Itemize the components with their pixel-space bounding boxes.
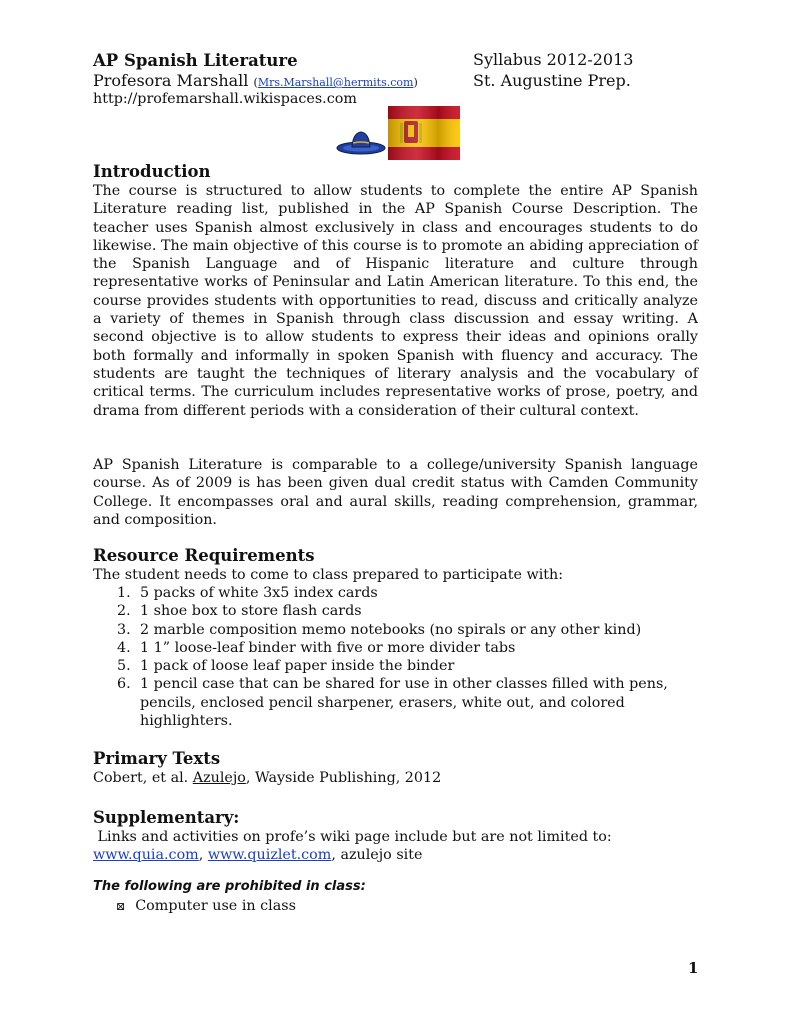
resource-requirements-heading: Resource Requirements <box>93 546 315 565</box>
email-close-paren: ) <box>413 76 418 89</box>
list-number: 5. <box>117 658 131 675</box>
introduction-heading: Introduction <box>93 162 211 181</box>
spain-flag-icon <box>388 106 460 160</box>
introduction-paragraph-1: The course is structured to allow students to complete the entire AP Spanish Literature reading list, published in the AP Spanish Course Description. The teacher uses Spanish almost exclusively in class and encourages students to do likewise. The main objective of this course is to promote an abiding appreciation of the Spanish Language and of Hispanic literature and culture through representative works of Peninsular and Latin American literature. To this end, the course provides students with opportunities to read, discuss and critically analyze a variety of themes in Spanish through class discussion and essay writing. A second objective is to allow students to express their ideas and opinions orally both formally and informally in spoken Spanish with fluency and accuracy. The students are taught the techniques of literary analysis and the vocabulary of critical terms. The curriculum includes representative works of prose, poetry, and drama from different periods with a consideration of their cultural context. <box>93 183 698 419</box>
primary-texts-citation <box>93 769 698 787</box>
supplementary-links <box>93 846 698 864</box>
list-item-text: 2 marble composition memo notebooks (no spirals or any other kind) <box>140 621 642 638</box>
prohibited-item-text: Computer use in class <box>135 898 296 914</box>
list-item-text: 1 pencil case that can be shared for use in other classes filled with pens, pencils, enclosed pencil sharpener, erasers, white out, and colored highlighters. <box>140 676 668 730</box>
list-item <box>93 584 693 602</box>
list-item <box>93 675 693 730</box>
teacher-name: Profesora Marshall <box>93 71 249 90</box>
sombrero-icon <box>336 128 386 158</box>
list-item <box>93 657 693 675</box>
citation-author: Cobert, et al. <box>93 770 193 786</box>
list-item-text: 1 1” loose-leaf binder with five or more divider tabs <box>140 639 516 656</box>
header-line-2 <box>93 71 418 90</box>
resource-list <box>93 584 693 730</box>
quizlet-link[interactable]: www.quizlet.com <box>207 847 332 863</box>
website-url: http://profemarshall.wikispaces.com <box>93 91 357 107</box>
checkbox-bullet-icon: ⊠ <box>116 900 126 913</box>
introduction-paragraph-2: AP Spanish Literature is comparable to a college/university Spanish language course. As of 2009 is has been given dual credit status with Camden Community College. It encompasses oral and aural skills, reading comprehension, grammar, and composition. <box>93 457 698 528</box>
email-link[interactable]: Mrs.Marshall@hermits.com <box>257 76 414 89</box>
school-name: St. Augustine Prep. <box>473 71 631 90</box>
list-item-text: 1 pack of loose leaf paper inside the binder <box>140 658 455 675</box>
supplementary-tail: , azulejo site <box>331 847 423 863</box>
citation-publisher: , Wayside Publishing, 2012 <box>245 770 442 786</box>
primary-texts-heading: Primary Texts <box>93 749 221 768</box>
list-number: 4. <box>117 639 131 656</box>
list-number: 2. <box>117 603 131 620</box>
list-item <box>93 639 693 657</box>
list-item-text: 1 shoe box to store flash cards <box>140 603 362 620</box>
page-number: 1 <box>688 959 699 977</box>
list-number: 6. <box>117 676 131 693</box>
course-title: AP Spanish Literature <box>93 51 298 70</box>
resource-intro: The student needs to come to class prepared to participate with: <box>93 567 564 583</box>
syllabus-year: Syllabus 2012-2013 <box>473 50 634 69</box>
supplementary-heading: Supplementary: <box>93 808 240 827</box>
prohibited-item <box>116 898 296 914</box>
supplementary-line-1: Links and activities on profe’s wiki page include but are not limited to: <box>93 829 612 845</box>
email-open-paren: ( <box>253 76 258 89</box>
list-number: 1. <box>117 585 131 601</box>
citation-book-title: Azulejo <box>192 770 246 786</box>
quia-link[interactable]: www.quia.com <box>93 847 199 863</box>
list-item-text: 5 packs of white 3x5 index cards <box>140 585 378 601</box>
list-item <box>93 602 693 620</box>
prohibited-title: The following are prohibited in class: <box>93 879 366 894</box>
header-line-1 <box>93 51 298 70</box>
link-separator: , <box>198 847 208 863</box>
list-number: 3. <box>117 621 131 638</box>
list-item <box>93 621 693 639</box>
